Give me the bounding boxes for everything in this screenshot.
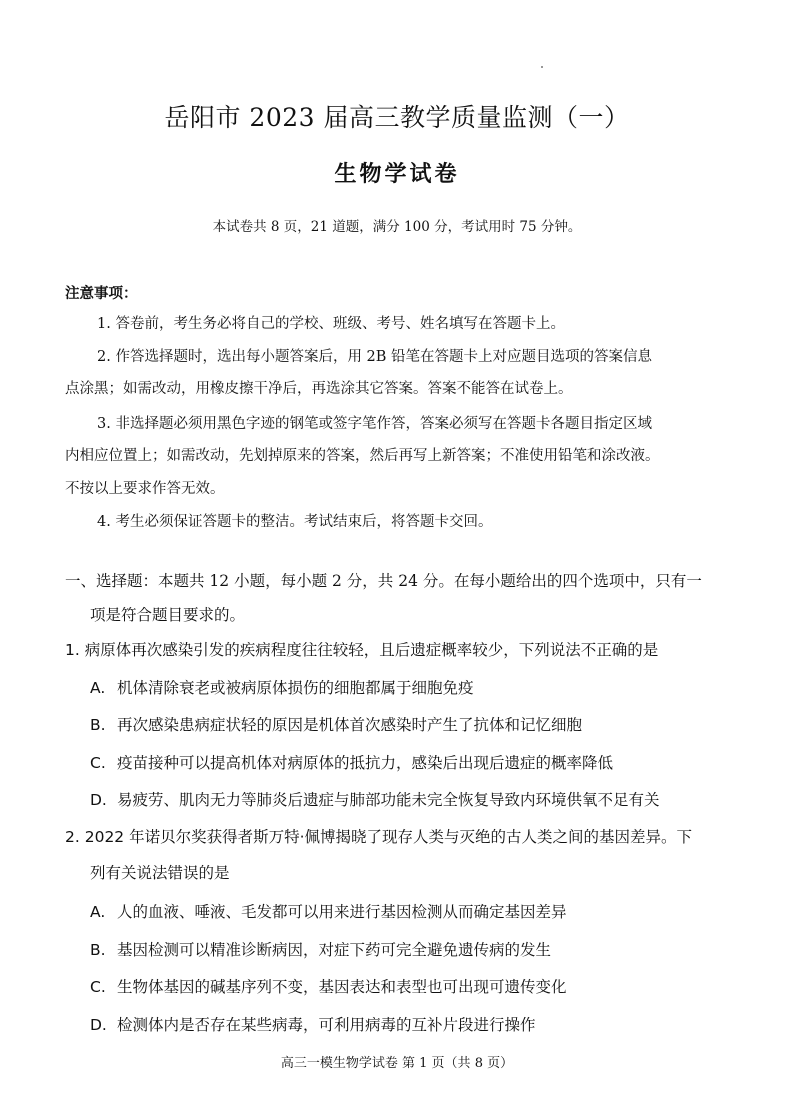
question-1-stem: 1. 病原体再次感染引发的疾病程度往往较轻，且后遗症概率较少，下列说法不正确的是 (65, 641, 659, 659)
option-label: B. (90, 716, 106, 734)
option-label: D. (90, 791, 107, 809)
exam-title: 岳阳市 2023 届高三教学质量监测（一） (164, 103, 630, 132)
notice-line: 4. 考生必须保证答题卡的整洁。考试结束后，将答题卡交回。 (97, 514, 493, 530)
exam-subject: 生物学试卷 (334, 161, 460, 187)
notice-heading: 注意事项： (65, 285, 138, 302)
option-text: 基因检测可以精准诊断病因，对症下药可完全避免遗传病的发生 (117, 941, 552, 959)
question-2-option-a (90, 900, 567, 922)
question-1-option-c (90, 751, 613, 773)
notice-line: 2. 作答选择题时，选出每小题答案后，用 2B 铅笔在答题卡上对应题目选项的答案信息 (97, 349, 653, 365)
question-2-option-b (90, 938, 551, 960)
section-heading-cont: 项是符合题目要求的。 (90, 606, 246, 624)
question-1-option-a (90, 676, 474, 698)
notice-line: 3. 非选择题必须用黑色字迹的钢笔或签字笔作答，答案必须写在答题卡各题目指定区域 (97, 416, 652, 432)
notice-line: 内相应位置上；如需改动，先划掉原来的答案，然后再写上新答案；不准使用铅笔和涂改液。 (65, 448, 660, 464)
option-text: 疫苗接种可以提高机体对病原体的抵抗力，感染后出现后遗症的概率降低 (117, 754, 614, 772)
notice-line: 点涂黑；如需改动，用橡皮擦干净后，再选涂其它答案。答案不能答在试卷上。 (65, 381, 573, 397)
scan-speck (541, 66, 543, 68)
option-text: 人的血液、唾液、毛发都可以用来进行基因检测从而确定基因差异 (117, 903, 567, 921)
option-label: B. (90, 941, 106, 959)
option-label: C. (90, 978, 106, 996)
question-2-option-d (90, 1013, 536, 1035)
question-2-stem: 2. 2022 年诺贝尔奖获得者斯万特·佩博揭晓了现存人类与灭绝的古人类之间的基因差异。下 (65, 828, 693, 846)
option-text: 再次感染患病症状轻的原因是机体首次感染时产生了抗体和记忆细胞 (117, 716, 583, 734)
question-1-option-d (90, 788, 660, 810)
option-text: 易疲劳、肌肉无力等肺炎后遗症与肺部功能未完全恢复导致内环境供氧不足有关 (117, 791, 660, 809)
exam-info: 本试卷共 8 页，21 道题，满分 100 分，考试用时 75 分钟。 (212, 219, 582, 235)
option-text: 机体清除衰老或被病原体损伤的细胞都属于细胞免疫 (117, 679, 474, 697)
option-label: A. (90, 679, 106, 697)
page-footer: 高三一模生物学试卷 第 1 页（共 8 页） (280, 1056, 514, 1071)
option-label: D. (90, 1016, 107, 1034)
question-1-option-b (90, 713, 582, 735)
notice-line: 不按以上要求作答无效。 (65, 481, 225, 497)
notice-line: 1. 答卷前，考生务必将自己的学校、班级、考号、姓名填写在答题卡上。 (97, 316, 565, 332)
section-heading: 一、选择题：本题共 12 小题，每小题 2 分，共 24 分。在每小题给出的四个选项中，只有一 (65, 572, 702, 590)
question-2-option-c (90, 975, 567, 997)
option-text: 生物体基因的碱基序列不变，基因表达和表型也可出现可遗传变化 (117, 978, 567, 996)
question-2-stem-cont: 列有关说法错误的是 (90, 864, 230, 882)
option-label: C. (90, 754, 106, 772)
option-label: A. (90, 903, 106, 921)
option-text: 检测体内是否存在某些病毒，可利用病毒的互补片段进行操作 (117, 1016, 536, 1034)
